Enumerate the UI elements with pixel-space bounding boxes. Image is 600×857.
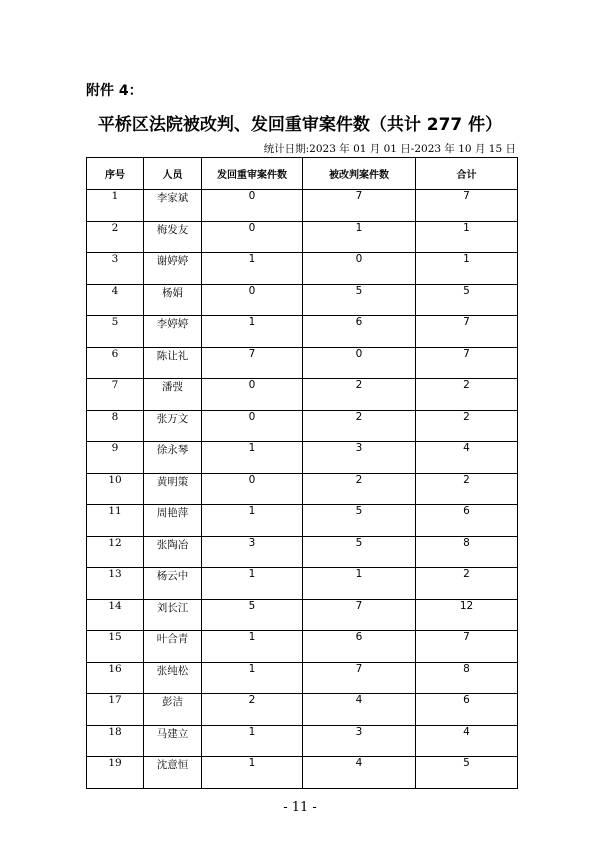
statistics-date: 统计日期:2023 年 01 月 01 日-2023 年 10 月 15 日: [263, 143, 516, 155]
revised-count-cell: 4: [303, 757, 416, 789]
person-name-cell: 叶合青: [144, 631, 202, 663]
person-name-cell: 潘弢: [144, 379, 202, 411]
table-row: [87, 599, 518, 631]
total-count-cell: 7: [416, 190, 518, 222]
revised-count-cell: 7: [303, 190, 416, 222]
row-number-cell: 15: [87, 631, 144, 663]
table-row: [87, 190, 518, 222]
row-number-cell: 9: [87, 442, 144, 474]
table-row: [87, 536, 518, 568]
retrial-count-cell: 1: [202, 505, 303, 537]
revised-count-cell: 2: [303, 473, 416, 505]
person-name-cell: 徐永琴: [144, 442, 202, 474]
revised-count-cell: 5: [303, 505, 416, 537]
table-row: [87, 442, 518, 474]
person-name-cell: 谢婷婷: [144, 253, 202, 285]
table-row: [87, 631, 518, 663]
row-number-cell: 16: [87, 662, 144, 694]
total-count-cell: 6: [416, 694, 518, 726]
total-count-cell: 6: [416, 505, 518, 537]
table-row: [87, 284, 518, 316]
row-number-cell: 2: [87, 221, 144, 253]
table-row: [87, 410, 518, 442]
person-name-cell: 张纯松: [144, 662, 202, 694]
revised-count-cell: 4: [303, 694, 416, 726]
total-count-cell: 7: [416, 347, 518, 379]
revised-count-cell: 0: [303, 253, 416, 285]
retrial-count-cell: 1: [202, 253, 303, 285]
revised-count-cell: 1: [303, 568, 416, 600]
retrial-count-cell: 0: [202, 190, 303, 222]
attachment-label: 附件 4：: [86, 83, 143, 99]
retrial-count-cell: 1: [202, 568, 303, 600]
total-count-cell: 1: [416, 253, 518, 285]
retrial-count-cell: 2: [202, 694, 303, 726]
row-number-cell: 12: [87, 536, 144, 568]
person-name-cell: 陈让礼: [144, 347, 202, 379]
total-count-cell: 2: [416, 568, 518, 600]
table-header-row: [87, 158, 518, 190]
person-name-cell: 张陶冶: [144, 536, 202, 568]
retrial-count-cell: 1: [202, 662, 303, 694]
revised-count-cell: 5: [303, 536, 416, 568]
row-number-cell: 7: [87, 379, 144, 411]
column-header-no: 序号: [87, 158, 144, 190]
retrial-count-cell: 0: [202, 473, 303, 505]
total-count-cell: 2: [416, 379, 518, 411]
row-number-cell: 11: [87, 505, 144, 537]
document-title: 平桥区法院被改判、发回重审案件数（共计 277 件）: [97, 115, 503, 135]
case-statistics-table: [86, 157, 518, 789]
row-number-cell: 19: [87, 757, 144, 789]
person-name-cell: 李婷婷: [144, 316, 202, 348]
row-number-cell: 4: [87, 284, 144, 316]
revised-count-cell: 6: [303, 316, 416, 348]
total-count-cell: 4: [416, 442, 518, 474]
person-name-cell: 杨云中: [144, 568, 202, 600]
table-body: [87, 190, 518, 789]
person-name-cell: 彭洁: [144, 694, 202, 726]
row-number-cell: 18: [87, 725, 144, 757]
person-name-cell: 刘长江: [144, 599, 202, 631]
retrial-count-cell: 1: [202, 631, 303, 663]
table-row: [87, 347, 518, 379]
total-count-cell: 2: [416, 410, 518, 442]
retrial-count-cell: 0: [202, 284, 303, 316]
table-row: [87, 757, 518, 789]
table-row: [87, 694, 518, 726]
revised-count-cell: 3: [303, 725, 416, 757]
total-count-cell: 8: [416, 662, 518, 694]
row-number-cell: 1: [87, 190, 144, 222]
row-number-cell: 14: [87, 599, 144, 631]
retrial-count-cell: 5: [202, 599, 303, 631]
column-header-total: 合计: [416, 158, 518, 190]
retrial-count-cell: 0: [202, 410, 303, 442]
column-header-revised: 被改判案件数: [303, 158, 416, 190]
revised-count-cell: 5: [303, 284, 416, 316]
total-count-cell: 7: [416, 631, 518, 663]
person-name-cell: 沈意恒: [144, 757, 202, 789]
person-name-cell: 梅发友: [144, 221, 202, 253]
revised-count-cell: 7: [303, 662, 416, 694]
row-number-cell: 5: [87, 316, 144, 348]
total-count-cell: 7: [416, 316, 518, 348]
row-number-cell: 3: [87, 253, 144, 285]
table-row: [87, 725, 518, 757]
table-row: [87, 316, 518, 348]
total-count-cell: 12: [416, 599, 518, 631]
row-number-cell: 17: [87, 694, 144, 726]
total-count-cell: 1: [416, 221, 518, 253]
row-number-cell: 10: [87, 473, 144, 505]
total-count-cell: 8: [416, 536, 518, 568]
total-count-cell: 4: [416, 725, 518, 757]
person-name-cell: 李家斌: [144, 190, 202, 222]
retrial-count-cell: 1: [202, 725, 303, 757]
table-row: [87, 221, 518, 253]
table-row: [87, 568, 518, 600]
retrial-count-cell: 1: [202, 442, 303, 474]
revised-count-cell: 3: [303, 442, 416, 474]
revised-count-cell: 6: [303, 631, 416, 663]
person-name-cell: 张万文: [144, 410, 202, 442]
person-name-cell: 杨娟: [144, 284, 202, 316]
page-number: - 11 -: [283, 800, 317, 815]
table-row: [87, 379, 518, 411]
person-name-cell: 黄明策: [144, 473, 202, 505]
revised-count-cell: 1: [303, 221, 416, 253]
total-count-cell: 5: [416, 757, 518, 789]
table-row: [87, 662, 518, 694]
revised-count-cell: 0: [303, 347, 416, 379]
retrial-count-cell: 0: [202, 221, 303, 253]
total-count-cell: 5: [416, 284, 518, 316]
retrial-count-cell: 3: [202, 536, 303, 568]
retrial-count-cell: 7: [202, 347, 303, 379]
table-row: [87, 473, 518, 505]
table-row: [87, 505, 518, 537]
revised-count-cell: 2: [303, 410, 416, 442]
column-header-retrial: 发回重审案件数: [202, 158, 303, 190]
row-number-cell: 13: [87, 568, 144, 600]
retrial-count-cell: 0: [202, 379, 303, 411]
person-name-cell: 周艳萍: [144, 505, 202, 537]
row-number-cell: 8: [87, 410, 144, 442]
revised-count-cell: 2: [303, 379, 416, 411]
retrial-count-cell: 1: [202, 757, 303, 789]
person-name-cell: 马建立: [144, 725, 202, 757]
row-number-cell: 6: [87, 347, 144, 379]
table-row: [87, 253, 518, 285]
column-header-person: 人员: [144, 158, 202, 190]
total-count-cell: 2: [416, 473, 518, 505]
retrial-count-cell: 1: [202, 316, 303, 348]
revised-count-cell: 7: [303, 599, 416, 631]
